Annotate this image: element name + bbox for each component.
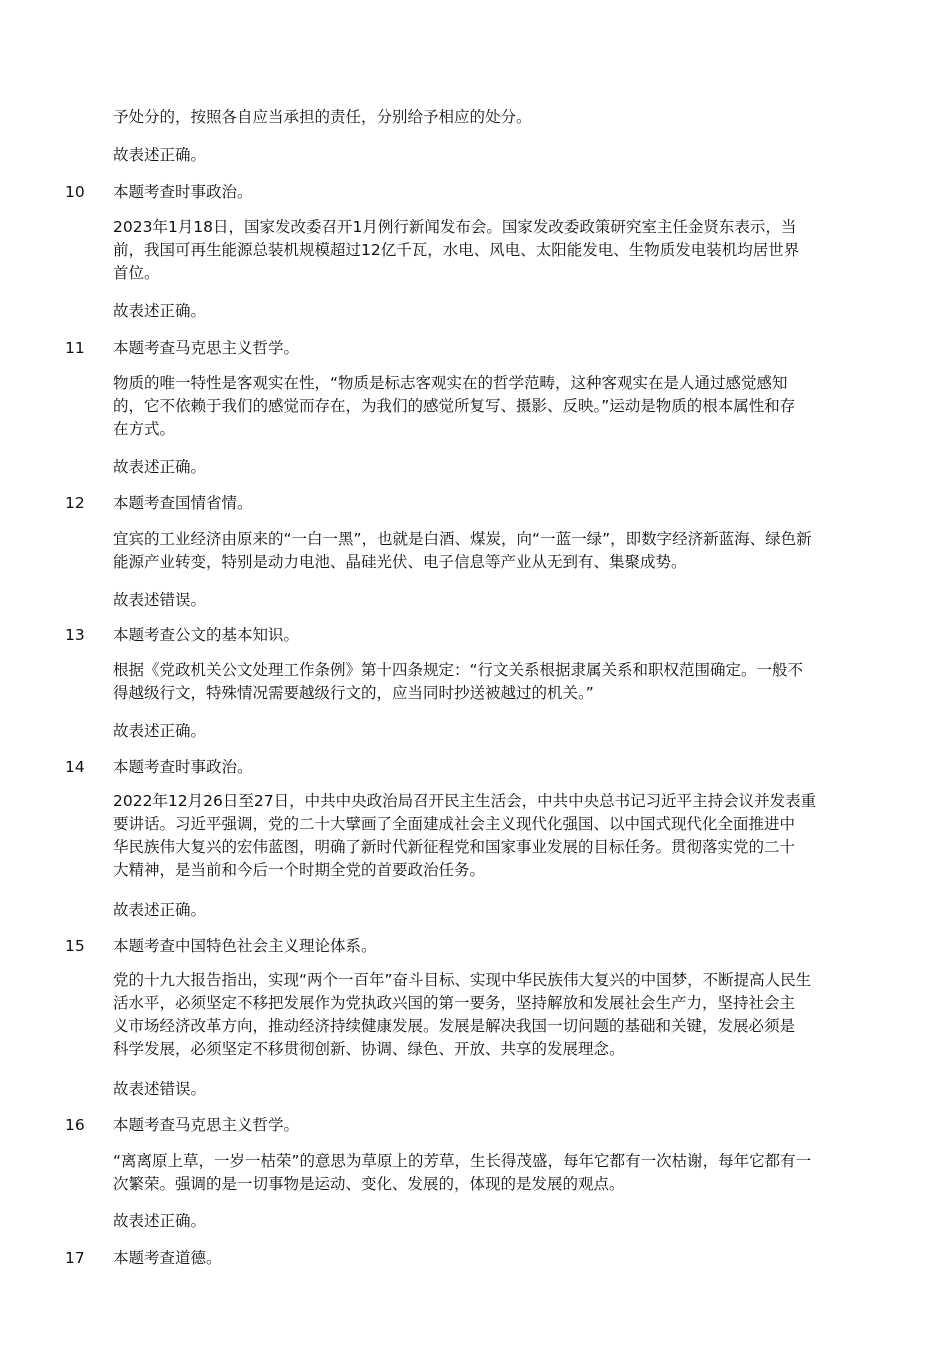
- conclusion-text: 故表述正确。: [113, 458, 207, 476]
- answer-line: 能源产业转变，特别是动力电池、晶硅光伏、电子信息等产业从无到有、集聚成势。: [113, 553, 687, 571]
- question-number: 15: [65, 937, 85, 955]
- answer-conclusion: [113, 720, 865, 743]
- answer-line: 华民族伟大复兴的宏伟蓝图，明确了新时代新征程党和国家事业发展的目标任务。贯彻落实党的二十: [113, 838, 796, 856]
- answer-paragraph: [113, 790, 865, 882]
- conclusion-text: 故表述正确。: [113, 722, 207, 740]
- question-heading: 本题考查马克思主义哲学。: [113, 339, 300, 357]
- answer-line: 要讲话。习近平强调，党的二十大擘画了全面建成社会主义现代化强国、以中国式现代化全面推进中: [113, 815, 796, 833]
- answer-line: 在方式。: [113, 420, 176, 438]
- answer-line: 2023年1月18日，国家发改委召开1月例行新闻发布会。国家发改委政策研究室主任金贤东表示，当: [113, 218, 797, 236]
- answer-line: 的，它不依赖于我们的感觉而存在，为我们的感觉所复写、摄影、反映。”运动是物质的根本属性和存: [113, 397, 796, 415]
- answer-line: 得越级行文，特殊情况需要越级行文的，应当同时抄送被越过的机关。”: [113, 684, 594, 702]
- answer-line: 科学发展，必须坚定不移贯彻创新、协调、绿色、开放、共享的发展理念。: [113, 1040, 625, 1058]
- answer-line: 大精神，是当前和今后一个时期全党的首要政治任务。: [113, 861, 486, 879]
- answer-paragraph: [113, 372, 865, 441]
- answer-line: 物质的唯一特性是客观实在性，“物质是标志客观实在的哲学范畴，这种客观实在是人通过感觉感知: [113, 374, 788, 392]
- conclusion-text: 故表述正确。: [113, 146, 207, 164]
- answer-line: 宜宾的工业经济由原来的“一白一黑”，也就是白酒、煤炭，向“一蓝一绿”，即数字经济新蓝海、绿色新: [113, 530, 812, 548]
- question-heading: 本题考查马克思主义哲学。: [113, 1116, 300, 1134]
- intro-conclusion: [113, 144, 865, 167]
- question-number: 11: [65, 339, 85, 357]
- answer-line: 2022年12月26日至27日，中共中央政治局召开民主生活会，中共中央总书记习近平主持会议并发表重: [113, 792, 817, 810]
- answer-line: 次繁荣。强调的是一切事物是运动、变化、发展的，体现的是发展的观点。: [113, 1175, 625, 1193]
- answer-paragraph: [113, 659, 865, 705]
- question-heading: 本题考查中国特色社会主义理论体系。: [113, 937, 377, 955]
- question-heading: 本题考查时事政治。: [113, 758, 253, 776]
- answer-paragraph: [113, 528, 865, 574]
- question-number: 10: [65, 183, 85, 201]
- question-heading: 本题考查时事政治。: [113, 183, 253, 201]
- question-number: 14: [65, 758, 85, 776]
- question-number: 12: [65, 494, 85, 512]
- question-heading: 本题考查道德。: [113, 1249, 222, 1267]
- answer-line: 首位。: [113, 264, 160, 282]
- answer-line: “离离原上草，一岁一枯荣”的意思为草原上的芳草，生长得茂盛，每年它都有一次枯谢，每年它都有一: [113, 1152, 812, 1170]
- answer-conclusion: [113, 589, 865, 612]
- answer-line: 党的十九大报告指出，实现“两个一百年”奋斗目标、实现中华民族伟大复兴的中国梦，不断提高人民生: [113, 971, 812, 989]
- carryover-line: 予处分的，按照各自应当承担的责任，分别给予相应的处分。: [113, 108, 532, 126]
- answer-conclusion: [113, 899, 865, 922]
- answer-conclusion: [113, 300, 865, 323]
- question-number: 16: [65, 1116, 85, 1134]
- answer-paragraph: [113, 216, 865, 285]
- answer-paragraph: [113, 1150, 865, 1196]
- question-heading: 本题考查国情省情。: [113, 494, 253, 512]
- conclusion-text: 故表述正确。: [113, 1212, 207, 1230]
- question-number: 17: [65, 1249, 85, 1267]
- conclusion-text: 故表述正确。: [113, 302, 207, 320]
- answer-conclusion: [113, 1078, 865, 1101]
- question-heading: 本题考查公文的基本知识。: [113, 626, 300, 644]
- answer-conclusion: [113, 1210, 865, 1233]
- conclusion-text: 故表述错误。: [113, 1080, 207, 1098]
- answer-line: 义市场经济改革方向，推动经济持续健康发展。发展是解决我国一切问题的基础和关键，发展必须是: [113, 1017, 796, 1035]
- answer-line: 活水平，必须坚定不移把发展作为党执政兴国的第一要务，坚持解放和发展社会生产力，坚持社会主: [113, 994, 796, 1012]
- question-number: 13: [65, 626, 85, 644]
- conclusion-text: 故表述错误。: [113, 591, 207, 609]
- answer-conclusion: [113, 456, 865, 479]
- answer-paragraph: [113, 969, 865, 1061]
- answer-line: 前，我国可再生能源总装机规模超过12亿千瓦，水电、风电、太阳能发电、生物质发电装机均居世界: [113, 241, 800, 259]
- conclusion-text: 故表述正确。: [113, 901, 207, 919]
- carryover-paragraph: [113, 106, 865, 129]
- answer-line: 根据《党政机关公文处理工作条例》第十四条规定：“行文关系根据隶属关系和职权范围确定。一般不: [113, 661, 804, 679]
